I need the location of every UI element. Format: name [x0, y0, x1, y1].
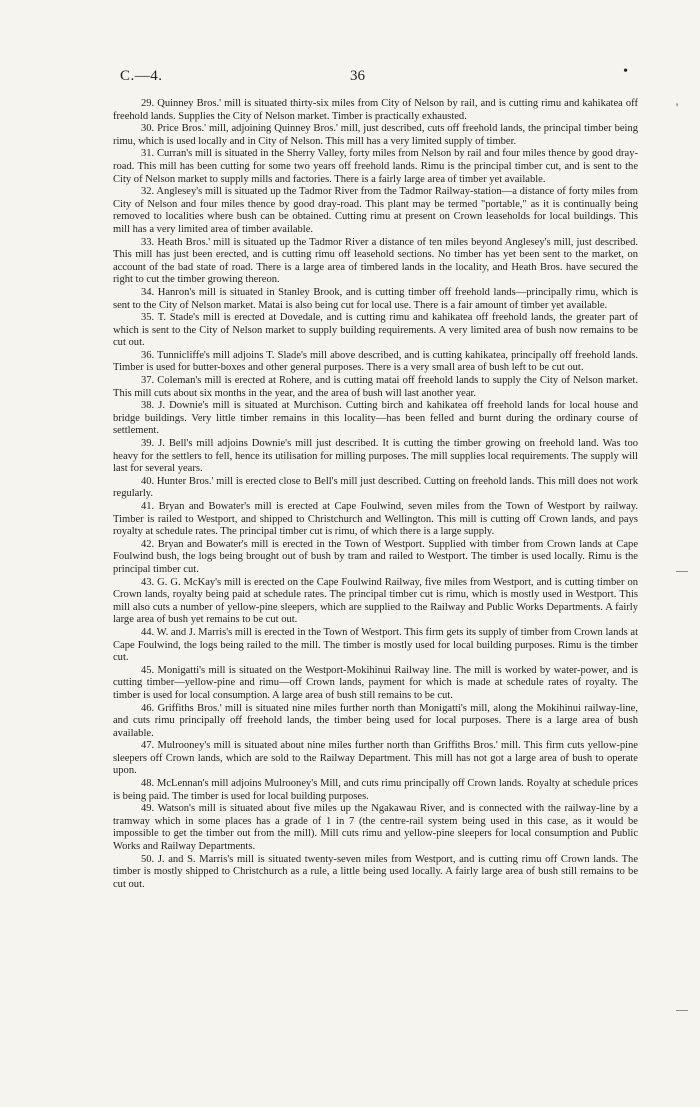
paragraph-31: 31. Curran's mill is situated in the Sherry Valley, forty miles from Nelson by rail and four miles thence by good dray-road. This mill has been cutting for some two years off freehold lands. Rimu is the principal timber cut, and is sent to the City of Nelson market to supply mills and factories. There is a fairly large area of timber yet available. — [113, 148, 638, 185]
page-number: 36 — [350, 68, 365, 84]
paragraph-37: 37. Coleman's mill is erected at Rohere, and is cutting matai off freehold lands to supply the City of Nelson market. This mill cuts about six months in the year, and the area of bush will last another year. — [113, 375, 638, 399]
margin-mark: — — [676, 1002, 688, 1016]
paragraph-41: 41. Bryan and Bowater's mill is erected at Cape Foulwind, seven miles from the Town of Westport by railway. Timber is railed to Westport, and shipped to Christchurch and Wellington. This mill is cutting off Crown lands, and pays royalty at schedule rates. The principal timber cut is rimu, of which there is a large supply. — [113, 501, 638, 538]
paragraph-30: 30. Price Bros.' mill, adjoining Quinney Bros.' mill, just described, cuts off freehold lands, the principal timber being rimu, which is used locally and in City of Nelson. This mill has a very limited supply of timber. — [113, 123, 638, 147]
paragraph-46: 46. Griffiths Bros.' mill is situated nine miles further north than Monigatti's mill, along the Mokihinui railway-line, and cuts rimu principally off freehold lands, the timber being used for local purposes. There is a large area of bush available. — [113, 702, 638, 739]
body-text — [113, 98, 638, 891]
paragraph-49: 49. Watson's mill is situated about five miles up the Ngakawau River, and is connected with the railway-line by a tramway which in some places has a grade of 1 in 7 (the centre-rail system being used in this case, as it would be impossible to get the timber out from the mill). Mill cuts rimu and yellow-pine sleepers for local consumption and Public Works and Railway Departments. — [113, 803, 638, 853]
paragraph-42: 42. Bryan and Bowater's mill is erected in the Town of Westport. Supplied with timber from Crown lands at Cape Foulwind bush, the logs being brought out of bush by tram and railed to Westport. The timber is used locally. Rimu is the principal timber cut. — [113, 538, 638, 575]
page-header — [120, 64, 640, 90]
paragraph-48: 48. McLennan's mill adjoins Mulrooney's Mill, and cuts rimu principally off Crown lands. Royalty at schedule prices is being paid. The timber is used for local building purposes. — [113, 778, 638, 802]
paragraph-45: 45. Monigatti's mill is situated on the Westport-Mokihinui Railway line. The mill is worked by water-power, and is cutting timber—yellow-pine and rimu—off Crown lands, payment for which is made at schedule rates of royalty. The timber is used for local consumption. A large area of bush still remains to be cut. — [113, 664, 638, 701]
margin-mark: — — [676, 563, 688, 577]
margin-mark: ' — [676, 100, 679, 114]
paragraph-50: 50. J. and S. Marris's mill is situated twenty-seven miles from Westport, and is cutting rimu off Crown lands. The timber is mostly shipped to Christchurch as a rule, a little being used locally. A fairly large area of bush still remains to be cut out. — [113, 853, 638, 890]
paragraph-40: 40. Hunter Bros.' mill is erected close to Bell's mill just described. Cutting on freehold lands. This mill does not work regularly. — [113, 475, 638, 500]
paragraph-39: 39. J. Bell's mill adjoins Downie's mill just described. It is cutting the timber growing on freehold land. Was too heavy for the settlers to fell, hence its utilisation for milling purposes. The mill supplies local requirements. The supply will last for several years. — [113, 438, 638, 475]
header-dot: • — [623, 64, 628, 79]
paragraph-35: 35. T. Stade's mill is erected at Dovedale, and is cutting rimu and kahikatea off freehold lands, the greater part of which is sent to the City of Nelson market to supply building requirements. A very limited area of bush now remains to be cut out. — [113, 312, 638, 349]
paragraph-47: 47. Mulrooney's mill is situated about nine miles further north than Griffiths Bros.' mill. This firm cuts yellow-pine sleepers off Crown lands, which are sold to the Railway Department. This mill has not got a large area of bush to operate upon. — [113, 740, 638, 777]
paragraph-32: 32. Anglesey's mill is situated up the Tadmor River from the Tadmor Railway-station—a distance of forty miles from City of Nelson and four miles thence by good dray-road. This plant may be termed "portable," as it is continually being removed to localities where bush can be obtained. Cutting rimu at present on Crown leaseholds for local buildings. This mill has a very limited area of timber available. — [113, 186, 638, 235]
paragraph-29: 29. Quinney Bros.' mill is situated thirty-six miles from City of Nelson by rail, and is cutting rimu and kahikatea off freehold lands. Supplies the City of Nelson market. Timber is practically exhausted. — [113, 98, 638, 122]
document-reference: C.—4. — [120, 68, 163, 84]
paragraph-43: 43. G. G. McKay's mill is erected on the Cape Foulwind Railway, five miles from Westport, and is cutting timber on Crown lands, royalty being paid at schedule rates. The principal timber cut is rimu, which is mostly used in Westport. This mill also cuts a number of yellow-pine sleepers, which are supplied to the Railway and Public Works Departments. A fairly large area of bush yet remains to be cut out. — [113, 576, 638, 626]
paragraph-36: 36. Tunnicliffe's mill adjoins T. Slade's mill above described, and is cutting kahikatea, principally off freehold lands. Timber is used for butter-boxes and other general purposes. There is a very small area of bush left to be cut out. — [113, 349, 638, 374]
paragraph-44: 44. W. and J. Marris's mill is erected in the Town of Westport. This firm gets its supply of timber from Crown lands at Cape Foulwind, the logs being railed to the mill. The timber is mostly used for local building purposes. Rimu is the timber cut. — [113, 626, 638, 664]
paragraph-33: 33. Heath Bros.' mill is situated up the Tadmor River a distance of ten miles beyond Anglesey's mill, just described. This mill has just been erected, and is cutting rimu off leasehold sections. No timber has yet been sent to the market, on account of the bad state of road. There is a large area of timbered lands in the locality, and Heath Bros. have secured the right to cut the timber growing thereon. — [113, 236, 638, 286]
paragraph-34: 34. Hanron's mill is situated in Stanley Brook, and is cutting timber off freehold lands—principally rimu, which is sent to the City of Nelson market. Matai is also being cut for local use. There is a fair amount of timber yet available. — [113, 286, 638, 311]
paragraph-38: 38. J. Downie's mill is situated at Murchison. Cutting birch and kahikatea off freehold lands for local house and bridge buildings. Very little timber remains in this locality—has been felled and burnt during the ordinary course of settlement. — [113, 400, 638, 437]
